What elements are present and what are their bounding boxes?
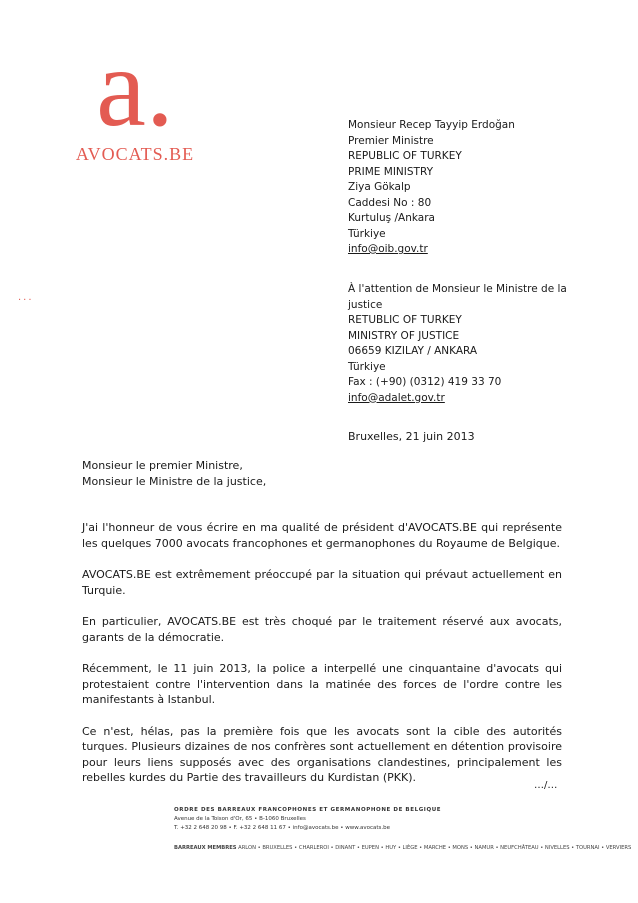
- paragraph: AVOCATS.BE est extrêmement préoccupé par la situation qui prévaut actuellement en Turquie.: [82, 568, 562, 597]
- address-line: Türkiye: [348, 227, 386, 240]
- continued-marker: …/…: [534, 780, 558, 791]
- letter-date: Bruxelles, 21 juin 2013: [348, 430, 475, 443]
- address-line: PRIME MINISTRY: [348, 165, 433, 178]
- salutation-line: Monsieur le Ministre de la justice,: [82, 475, 267, 488]
- paragraph: Récemment, le 11 juin 2013, la police a interpellé une cinquantaine d'avocats qui protestaient contre l'intervention dans la matinée des forces de l'ordre contre les manifestants à Istanbul.: [82, 662, 562, 706]
- salutation-line: Monsieur le premier Ministre,: [82, 459, 243, 472]
- footer-address: Avenue de la Toison d'Or, 65 • B-1060 Bruxelles: [174, 816, 306, 822]
- member-bars: [174, 845, 631, 851]
- footer-org: ORDRE DES BARREAUX FRANCOPHONES ET GERMANOPHONE DE BELGIQUE: [174, 807, 442, 813]
- address-line: Premier Ministre: [348, 134, 434, 147]
- address-line: MINISTRY OF JUSTICE: [348, 329, 460, 342]
- address-line: Caddesi No : 80: [348, 196, 432, 209]
- avocats-logo: [70, 26, 200, 165]
- members-list: ARLON • BRUXELLES • CHARLEROI • DINANT • EUPEN • HUY • LIÈGE • MARCHE • MONS • NAMUR • NEUFCHÂTEAU • NIVELLES • TOURNAI • VERVIERS: [238, 845, 632, 851]
- margin-dots: ...: [18, 292, 34, 303]
- salutation: [82, 458, 266, 490]
- recipient-address-2: [348, 282, 588, 406]
- address-line: Türkiye: [348, 360, 386, 373]
- address-line: Kurtuluş /Ankara: [348, 212, 435, 224]
- recipient-address-1: [348, 118, 515, 258]
- footer-contact: T. +32 2 648 20 98 • F. +32 2 648 11 67 • info@avocats.be • www.avocats.be: [174, 825, 391, 831]
- paragraph: Ce n'est, hélas, pas la première fois que les avocats sont la cible des autorités turques. Plusieurs dizaines de nos confrères sont actuellement en détention provisoire pour leurs liens supposés avec des organisations clandestines, principalement les rebelles kurdes du Partie des travailleurs du Kurdistan (PKK).: [82, 724, 562, 784]
- paragraph: En particulier, AVOCATS.BE est très choqué par le traitement réservé aux avocats, garants de la démocratie.: [82, 615, 562, 644]
- address-line: REPUBLIC OF TURKEY: [348, 150, 462, 162]
- attention-line: À l'attention de Monsieur le Ministre de la justice: [348, 283, 567, 311]
- email-link[interactable]: info@adalet.gov.tr: [348, 391, 445, 404]
- logo-text: AVOCATS.BE: [75, 144, 195, 164]
- logo-mark: a.: [96, 26, 174, 150]
- address-line: RETUBLIC OF TURKEY: [348, 314, 462, 326]
- email-link[interactable]: info@oib.gov.tr: [348, 243, 428, 255]
- address-line: Monsieur Recep Tayyip Erdoğan: [348, 119, 515, 131]
- fax-line: Fax : (+90) (0312) 419 33 70: [348, 376, 502, 388]
- address-line: Ziya Gökalp: [348, 181, 411, 193]
- letterhead-footer: [174, 806, 441, 833]
- address-line: 06659 KIZILAY / ANKARA: [348, 345, 478, 357]
- paragraph: J'ai l'honneur de vous écrire en ma qualité de président d'AVOCATS.BE qui représente les quelques 7000 avocats francophones et germanophones du Royaume de Belgique.: [82, 521, 562, 550]
- letter-body: [82, 520, 562, 802]
- members-label: BARREAUX MEMBRES: [174, 845, 237, 851]
